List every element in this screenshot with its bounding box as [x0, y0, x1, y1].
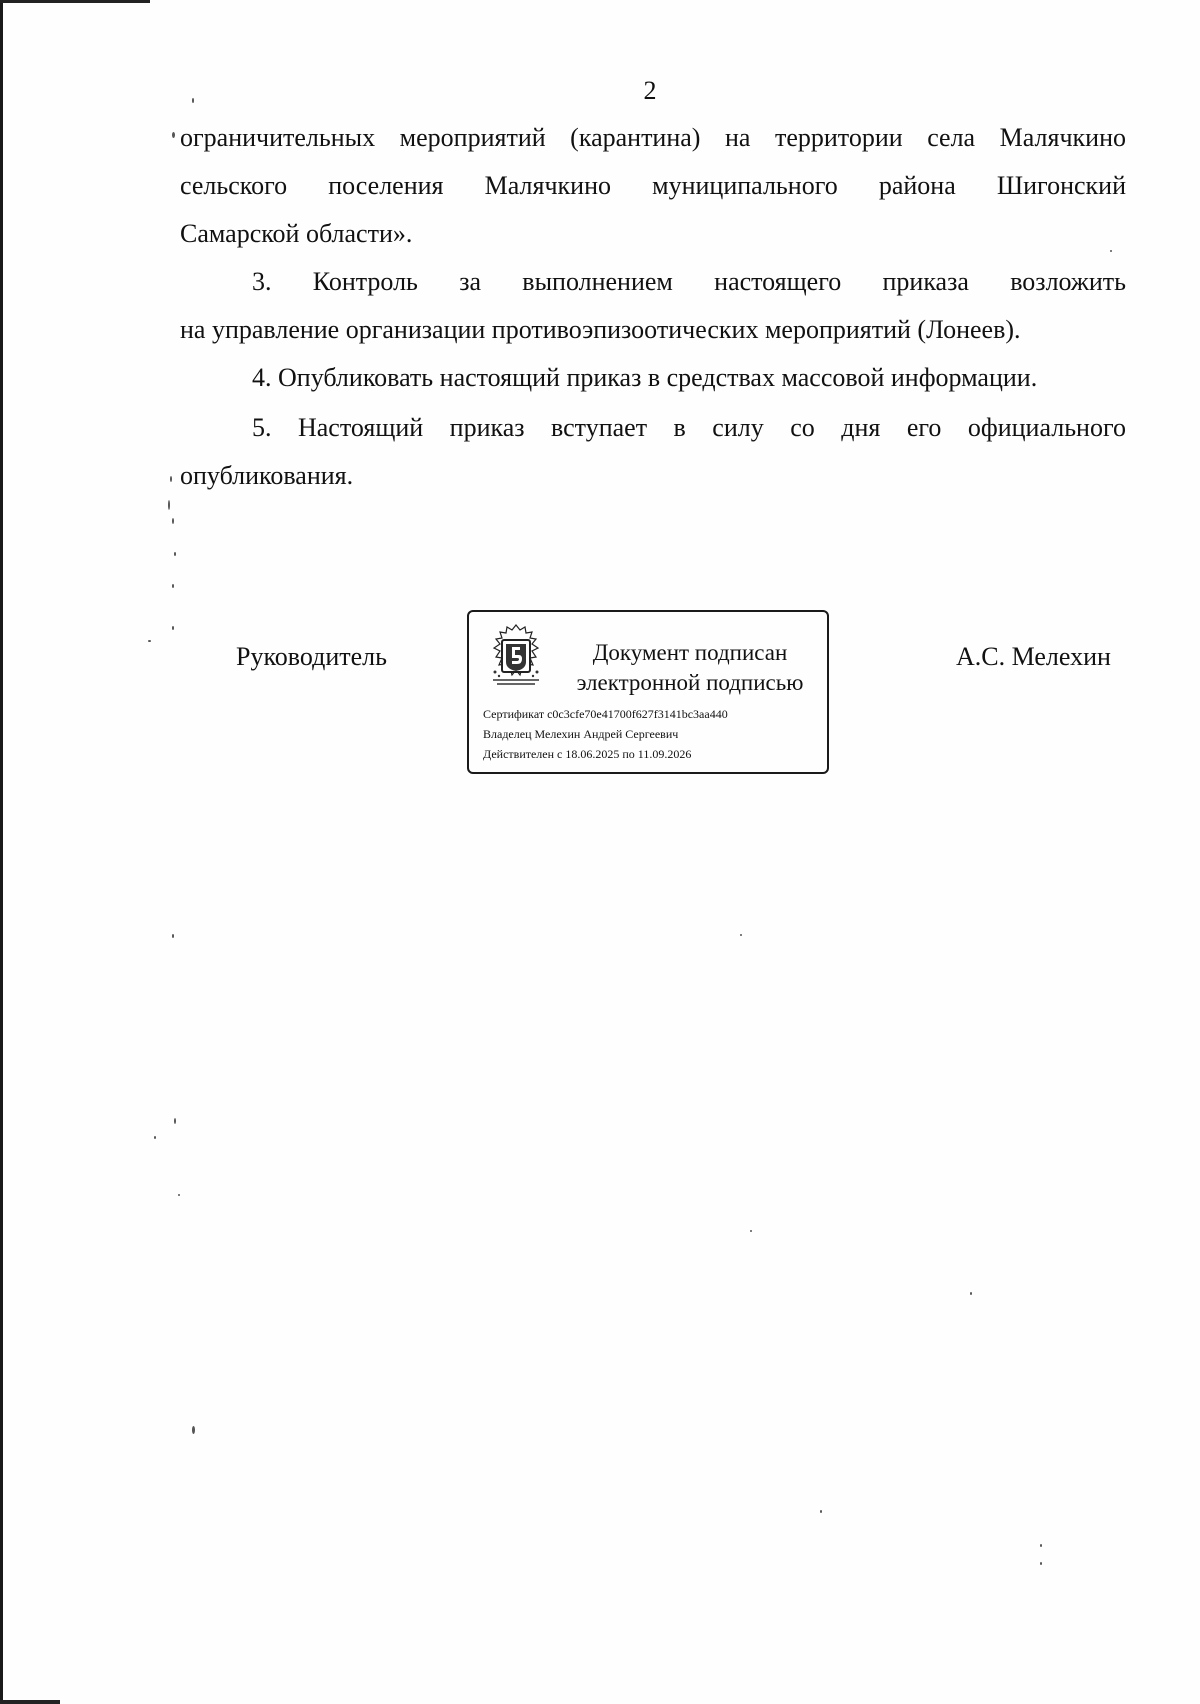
scan-speck — [168, 500, 170, 510]
stamp-certificate-info — [483, 704, 728, 764]
stamp-title-line: Документ подписан — [592, 640, 788, 665]
text-line: Самарской области». — [180, 219, 413, 248]
scan-top-edge — [0, 0, 150, 3]
text-line: 3. Контроль за выполнением настоящего приказа возложить — [252, 267, 1126, 296]
text-line: 5. Настоящий приказ вступает в силу со дня его официального — [252, 413, 1126, 442]
scan-speck — [172, 132, 175, 138]
samara-region-coat-of-arms-icon — [485, 622, 547, 690]
scan-speck — [1040, 1544, 1042, 1547]
scan-speck — [1110, 250, 1112, 252]
scan-speck — [174, 1118, 176, 1124]
certificate-owner: Владелец Мелехин Андрей Сергеевич — [483, 727, 679, 741]
scan-speck — [178, 1194, 180, 1196]
scan-speck — [172, 518, 174, 524]
page-number: 2 — [643, 76, 657, 105]
scan-speck — [174, 552, 176, 556]
text-line: на управление организации противоэпизоотических мероприятий (Лонеев). — [180, 315, 1021, 344]
scan-speck — [192, 1426, 195, 1434]
text-line: опубликования. — [180, 461, 354, 490]
text-line: сельского поселения Малячкино муниципального района Шигонский — [180, 171, 1126, 200]
scan-speck — [970, 1292, 972, 1295]
certificate-number: Сертификат c0c3cfe70e41700f627f3141bc3aa440 — [483, 707, 728, 721]
paragraph-item-3 — [180, 258, 1126, 354]
scan-speck — [820, 1510, 822, 1513]
stamp-title — [559, 638, 821, 698]
paragraph-item-4 — [180, 354, 1126, 402]
scan-speck — [192, 98, 194, 103]
paragraph-continuation — [180, 114, 1126, 258]
scan-speck — [1040, 1562, 1042, 1565]
signatory-name: А.С. Мелехин — [956, 642, 1111, 671]
scan-speck — [172, 934, 174, 938]
text-line: ограничительных мероприятий (карантина) на территории села Малячкино — [180, 123, 1126, 152]
scan-speck — [148, 640, 151, 642]
scan-speck — [154, 1136, 156, 1139]
scan-speck — [172, 584, 174, 588]
scan-left-edge — [0, 0, 3, 1704]
stamp-title-line: электронной подписью — [576, 670, 804, 695]
paragraph-item-5 — [180, 404, 1126, 500]
scan-speck — [172, 626, 174, 630]
certificate-validity: Действителен с 18.06.2025 по 11.09.2026 — [483, 747, 692, 761]
scan-speck — [750, 1230, 752, 1232]
electronic-signature-stamp — [467, 610, 829, 774]
scan-speck — [740, 934, 742, 936]
signatory-position: Руководитель — [236, 642, 387, 671]
scan-bottom-edge — [0, 1700, 60, 1704]
scan-speck — [170, 476, 172, 482]
text-line: 4. Опубликовать настоящий приказ в средствах массовой информации. — [252, 363, 1038, 392]
